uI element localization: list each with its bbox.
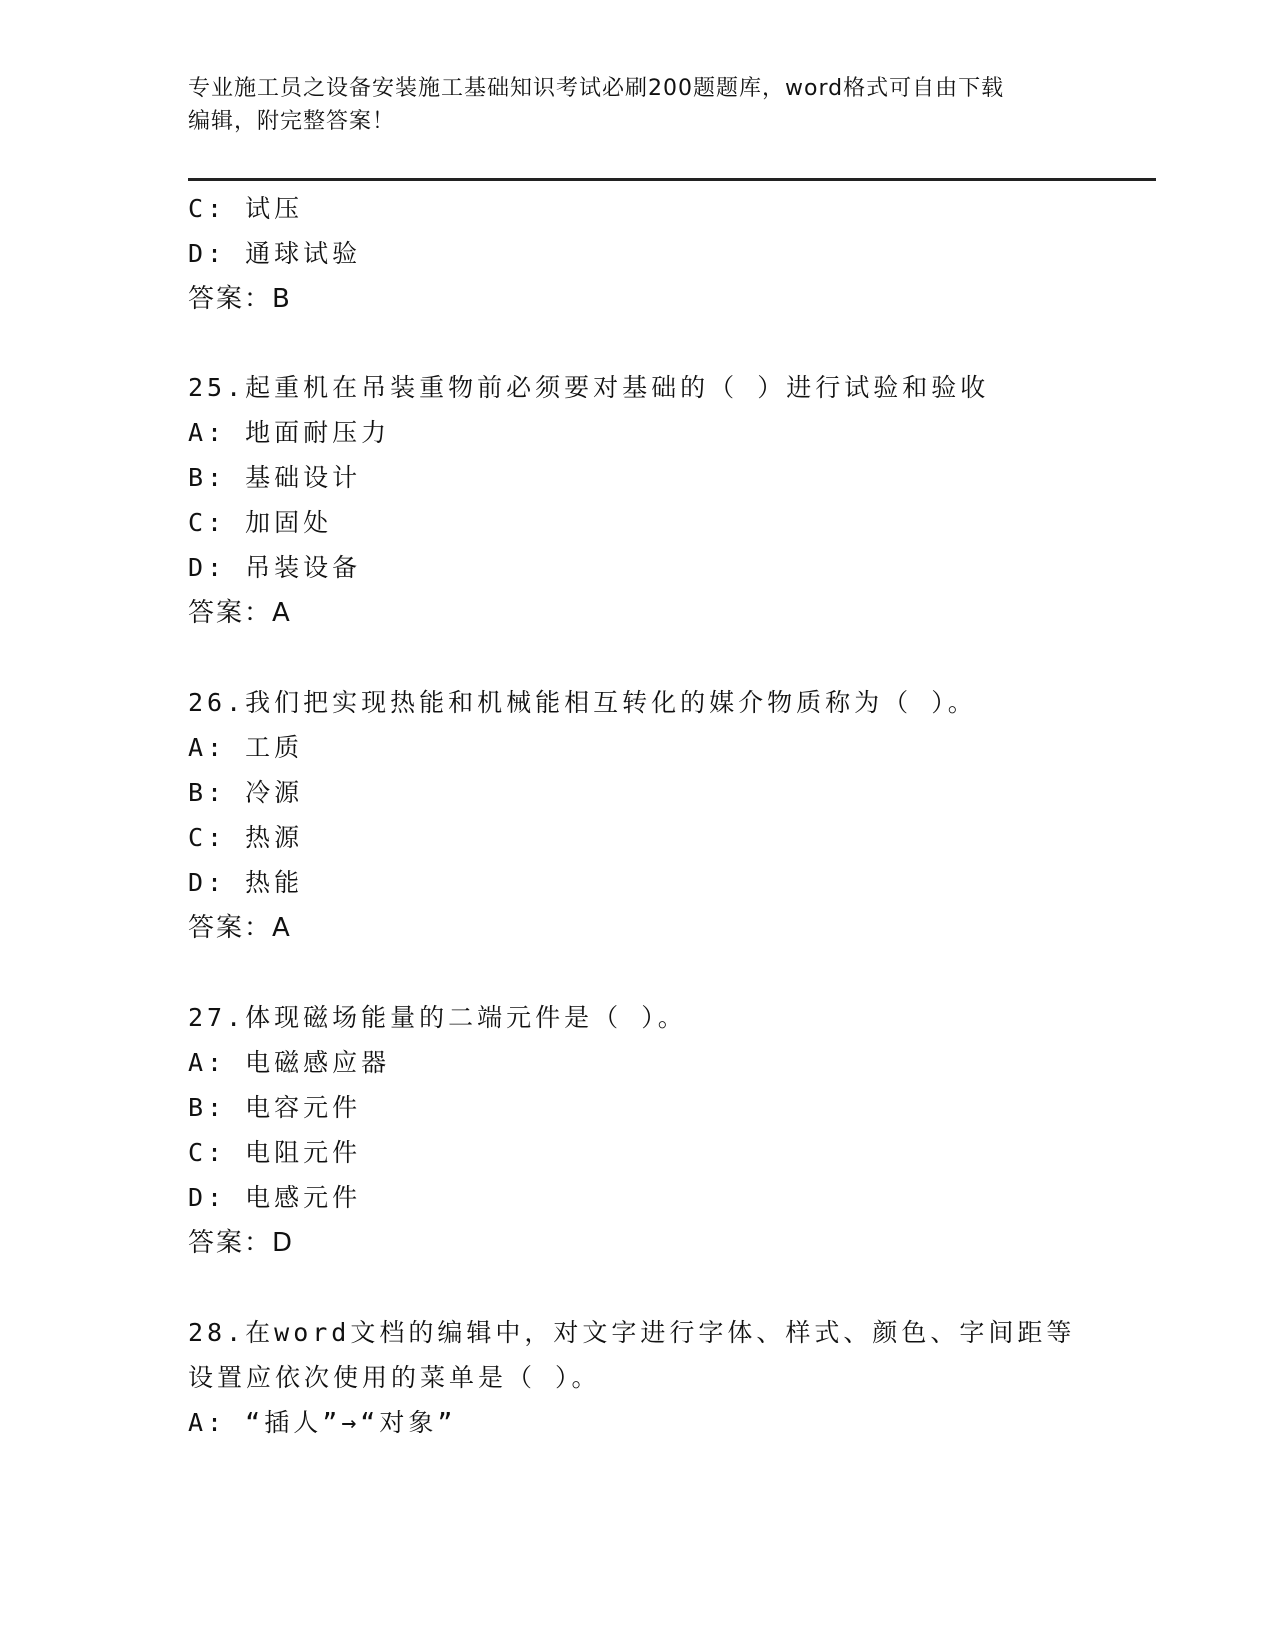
question-28-option-a: A: “插人”→“对象” xyxy=(188,1408,457,1437)
question-25-option-d: D: 吊装设备 xyxy=(188,553,362,582)
question-26-answer: 答案：A xyxy=(188,913,292,943)
answer: 答案：B xyxy=(188,284,292,314)
question-25-option-a: A: 地面耐压力 xyxy=(188,418,391,447)
question-25-answer: 答案：A xyxy=(188,598,292,628)
question-27-option-b: B: 电容元件 xyxy=(188,1093,362,1122)
question-26-option-d: D: 热能 xyxy=(188,868,304,897)
question-26-stem: 26.我们把实现热能和机械能相互转化的媒介物质称为（ ）。 xyxy=(188,688,977,717)
question-25-option-b: B: 基础设计 xyxy=(188,463,362,492)
header-line-1: 专业施工员之设备安装施工基础知识考试必刷200题题库，word格式可自由下载 xyxy=(188,76,1005,101)
question-26-option-a: A: 工质 xyxy=(188,733,304,762)
question-28-stem-line-2: 设置应依次使用的菜单是（ ）。 xyxy=(188,1363,601,1392)
question-25-stem: 25.起重机在吊装重物前必须要对基础的（ ）进行试验和验收 xyxy=(188,373,990,402)
question-26-option-c: C: 热源 xyxy=(188,823,304,852)
question-27-option-c: C: 电阻元件 xyxy=(188,1138,362,1167)
header-line-2: 编辑，附完整答案！ xyxy=(188,109,396,134)
question-28-stem-line-1: 28.在word文档的编辑中，对文字进行字体、样式、颜色、字间距等 xyxy=(188,1318,1076,1347)
header-divider xyxy=(188,178,1156,181)
option-c: C: 试压 xyxy=(188,194,304,223)
question-27-option-d: D: 电感元件 xyxy=(188,1183,362,1212)
question-27-answer: 答案：D xyxy=(188,1228,295,1258)
page-header xyxy=(188,72,1088,138)
option-d: D: 通球试验 xyxy=(188,239,362,268)
question-27-option-a: A: 电磁感应器 xyxy=(188,1048,391,1077)
question-25-option-c: C: 加固处 xyxy=(188,508,333,537)
question-27-stem: 27.体现磁场能量的二端元件是（ ）。 xyxy=(188,1003,687,1032)
question-26-option-b: B: 冷源 xyxy=(188,778,304,807)
